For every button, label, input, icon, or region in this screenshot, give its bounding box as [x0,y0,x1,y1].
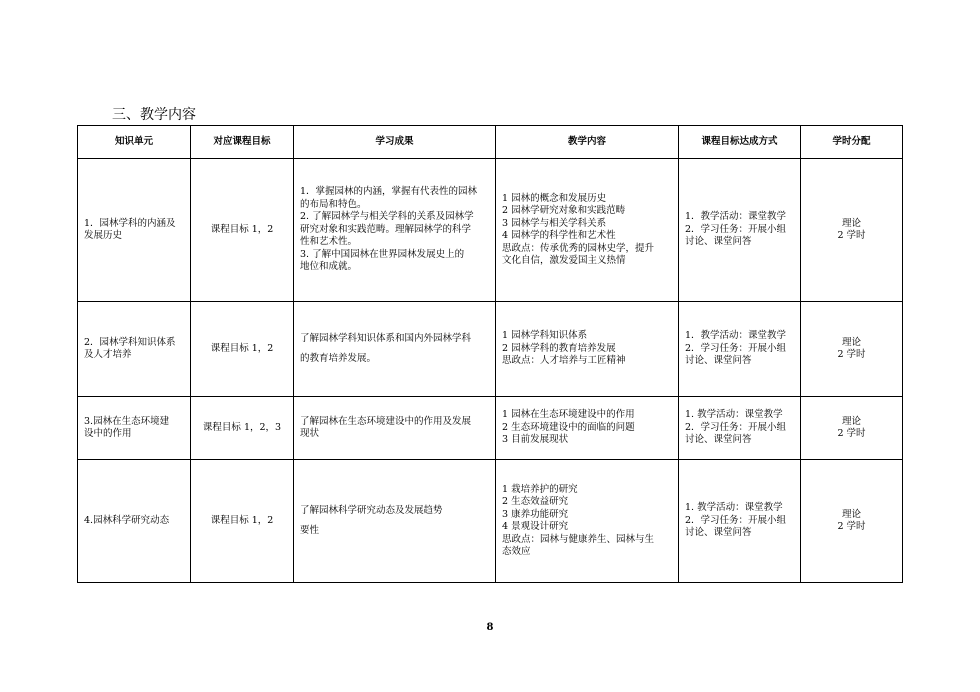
hours-cell: 理论 2 学时 [801,397,903,460]
section-title: 三、教学内容 [112,107,196,123]
achievement-method-cell: 1．教学活动：课堂教学 2．学习任务：开展小组 讨论、课堂问答 [679,159,801,302]
hours-cell: 理论 2 学时 [801,302,903,397]
teaching-content-cell: 1 园林在生态环境建设中的作用 2 生态环境建设中的面临的问题 3 目前发展现状 [496,397,679,460]
knowledge-unit-cell: 2．园林学科知识体系 及人才培养 [78,302,191,397]
course-goal-cell: 课程目标 1，2 [191,159,294,302]
header-achievement-method: 课程目标达成方式 [679,126,801,159]
achievement-method-cell: 1. 教学活动：课堂教学 2．学习任务：开展小组 讨论、课堂问答 [679,460,801,583]
teaching-content-cell: 1 栽培养护的研究 2 生态效益研究 3 康养功能研究 4 景观设计研究 思政点：园林与健康养生、园林与生 态效应 [496,460,679,583]
course-goal-cell: 课程目标 1，2，3 [191,397,294,460]
achievement-method-cell: 1. 教学活动：课堂教学 2．学习任务：开展小组 讨论、课堂问答 [679,397,801,460]
teaching-content-cell: 1 园林的概念和发展历史 2 园林学研究对象和实践范畴 3 园林学与相关学科关系 4 园林学的科学性和艺术性 思政点：传承优秀的园林史学，提升 文化自信，激发爱国主义热情 [496,159,679,302]
knowledge-unit-cell: 1．园林学科的内涵及 发展历史 [78,159,191,302]
course-goal-cell: 课程目标 1，2 [191,302,294,397]
teaching-content-table [77,125,903,583]
table-row [78,159,903,302]
page-number: 8 [486,622,494,633]
course-goal-cell: 课程目标 1，2 [191,460,294,583]
hours-cell: 理论 2 学时 [801,460,903,583]
hours-cell: 理论 2 学时 [801,159,903,302]
knowledge-unit-cell: 4.园林科学研究动态 [78,460,191,583]
table-row [78,302,903,397]
header-knowledge-unit: 知识单元 [78,126,191,159]
learning-outcome-cell: 了解园林科学研究动态及发展趋势 要性 [294,460,496,583]
achievement-method-cell: 1．教学活动：课堂教学 2．学习任务：开展小组 讨论、课堂问答 [679,302,801,397]
header-course-goal: 对应课程目标 [191,126,294,159]
header-learning-outcome: 学习成果 [294,126,496,159]
learning-outcome-cell: 了解园林学科知识体系和国内外园林学科 的教育培养发展。 [294,302,496,397]
header-hours: 学时分配 [801,126,903,159]
teaching-content-cell: 1 园林学科知识体系 2 园林学科的教育培养发展 思政点：人才培养与工匠精神 [496,302,679,397]
learning-outcome-cell: 1．掌握园林的内涵，掌握有代表性的园林 的布局和特色。 2. 了解园林学与相关学科的关系及园林学 研究对象和实践范畴。理解园林学的科学 性和艺术性。 3. 了解中国园林在世界园林发展史上的 地位和成就。 [294,159,496,302]
header-teaching-content: 教学内容 [496,126,679,159]
table-header-row [78,126,903,159]
knowledge-unit-cell: 3.园林在生态环境建 设中的作用 [78,397,191,460]
table-row [78,460,903,583]
table-row [78,397,903,460]
learning-outcome-cell: 了解园林在生态环境建设中的作用及发展 现状 [294,397,496,460]
